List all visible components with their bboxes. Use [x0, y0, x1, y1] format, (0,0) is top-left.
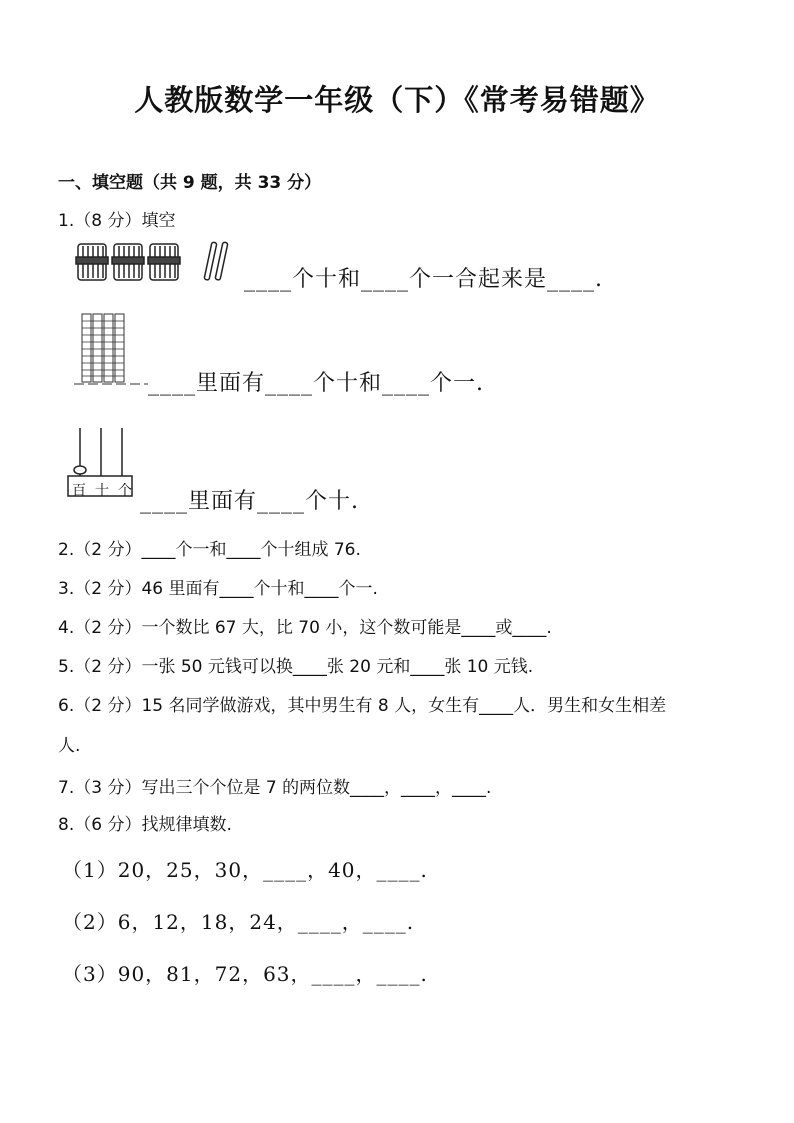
abacus-label-hundreds: 百 [72, 483, 86, 499]
question-1-header: 1.（8 分）填空 [58, 211, 176, 231]
question-8-item-3: （3）90，81，72，63，____，____. [62, 962, 428, 986]
question-5: 5.（2 分）一张 50 元钱可以换____张 20 元和____张 10 元钱. [58, 657, 534, 677]
question-7: 7.（3 分）写出三个个位是 7 的两位数____，____，____. [58, 778, 492, 798]
question-6-line-1: 6.（2 分）15 名同学做游戏，其中男生有 8 人，女生有____人．男生和女生相差 [58, 696, 667, 716]
loose-sticks [204, 242, 228, 280]
question-2: 2.（2 分）____个一和____个十组成 76. [58, 540, 361, 560]
question-6-line-2: 人. [58, 736, 81, 756]
question-1-line-1: ____个十和____个一合起来是____. [244, 267, 603, 292]
question-8-header: 8.（6 分）找规律填数. [58, 815, 232, 835]
question-8-item-2: （2）6，12，18，24，____，____. [62, 910, 415, 934]
bundle-2 [112, 244, 144, 280]
question-8-item-1: （1）20，25，30，____，40，____. [62, 858, 428, 882]
page-title: 人教版数学一年级（下）《常考易错题》 [134, 83, 660, 117]
bundle-1 [76, 244, 108, 280]
section-heading: 一、填空题（共 9 题，共 33 分） [58, 173, 322, 193]
stick-bundles-image [74, 240, 244, 286]
abacus-label-tens: 十 [95, 483, 109, 499]
abacus-label-ones: 个 [118, 483, 132, 499]
cube-columns-image [74, 312, 154, 388]
abacus-labels [72, 480, 132, 500]
question-1-line-2: ____里面有____个十和____个一. [148, 371, 484, 396]
bundle-3 [148, 244, 180, 280]
question-1-line-3: ____里面有____个十. [140, 489, 359, 514]
question-4: 4.（2 分）一个数比 67 大，比 70 小，这个数可能是____或____. [58, 618, 552, 638]
question-3: 3.（2 分）46 里面有____个十和____个一. [58, 579, 378, 599]
